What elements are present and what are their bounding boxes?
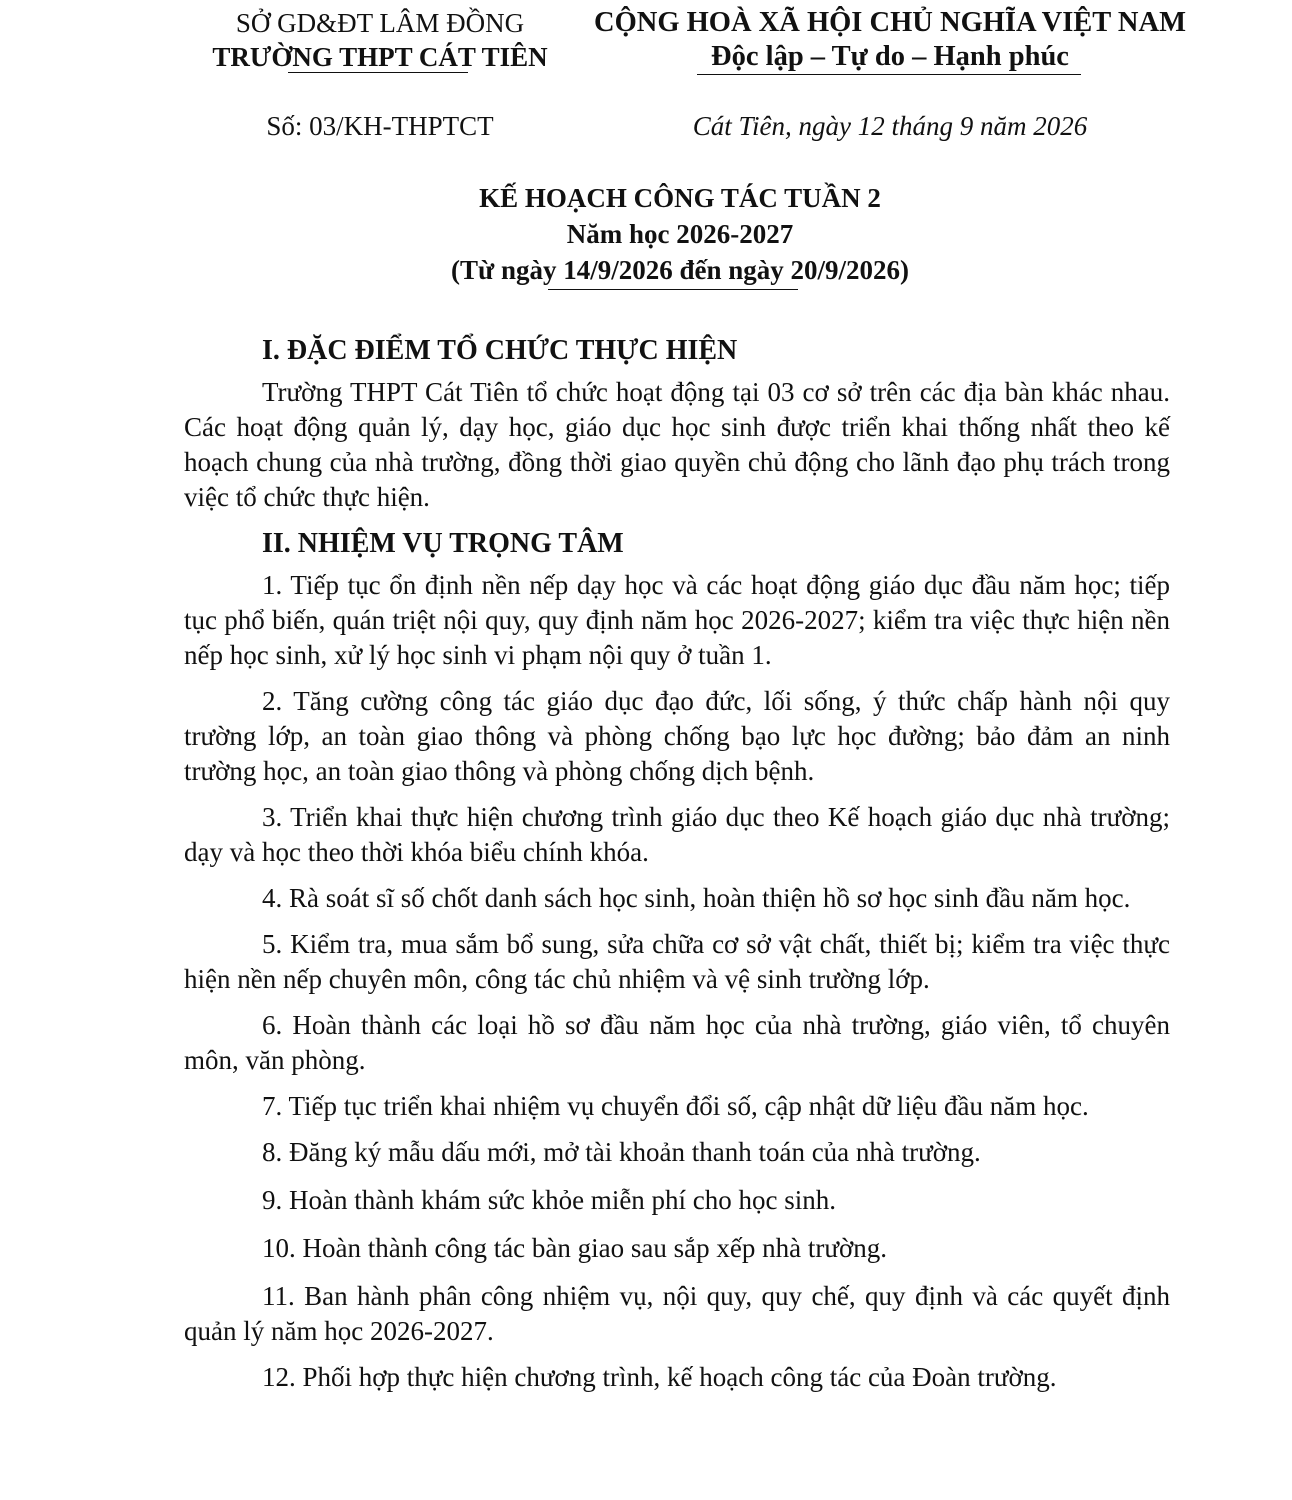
- document-title: [180, 180, 1180, 288]
- task-item: 9. Hoàn thành khám sức khỏe miễn phí cho học sinh.: [262, 1185, 837, 1215]
- school-name: TRƯỜNG THPT CÁT TIÊN: [212, 42, 548, 72]
- task-item: 2. Tăng cường công tác giáo dục đạo đức, lối sống, ý thức chấp hành nội quy trường lớp, an toàn giao thông và phòng chống bạo lực học đường; bảo đảm an ninh trường học, an toàn giao thông và phòng chống dịch bệnh.: [184, 686, 1170, 786]
- section-1-paragraph: Trường THPT Cát Tiên tổ chức hoạt động tại 03 cơ sở trên các địa bàn khác nhau. Các hoạt động quản lý, dạy học, giáo dục học sinh được triển khai thống nhất theo kế hoạch chung của nhà trường, đồng thời giao quyền chủ động cho lãnh đạo phụ trách trong việc tổ chức thực hiện.: [184, 377, 1170, 512]
- section-2-heading: II. NHIỆM VỤ TRỌNG TÂM: [262, 528, 624, 559]
- national-motto-block: [580, 6, 1200, 74]
- title-line-3: (Từ ngày 14/9/2026 đến ngày 20/9/2026): [451, 255, 909, 285]
- section-1-heading: I. ĐẶC ĐIỂM TỔ CHỨC THỰC HIỆN: [262, 335, 738, 366]
- agency-name: SỞ GD&ĐT LÂM ĐỒNG: [235, 8, 525, 38]
- task-item: 12. Phối hợp thực hiện chương trình, kế hoạch công tác của Đoàn trường.: [262, 1362, 1057, 1392]
- task-item: 6. Hoàn thành các loại hồ sơ đầu năm học của nhà trường, giáo viên, tổ chuyên môn, văn phòng.: [184, 1010, 1170, 1075]
- task-item: 7. Tiếp tục triển khai nhiệm vụ chuyển đổi số, cập nhật dữ liệu đầu năm học.: [262, 1091, 1089, 1121]
- task-item: 4. Rà soát sĩ số chốt danh sách học sinh, hoàn thiện hồ sơ học sinh đầu năm học.: [262, 883, 1131, 913]
- title-line-2: Năm học 2026-2027: [566, 219, 794, 249]
- task-item: 5. Kiểm tra, mua sắm bổ sung, sửa chữa cơ sở vật chất, thiết bị; kiểm tra việc thực hiện nền nếp chuyên môn, công tác chủ nhiệm và vệ sinh trường lớp.: [184, 929, 1170, 994]
- place-date: Cát Tiên, ngày 12 tháng 9 năm 2026: [692, 111, 1088, 141]
- nation-name: CỘNG HOÀ XÃ HỘI CHỦ NGHĨA VIỆT NAM: [594, 7, 1186, 38]
- issuing-authority-block: [180, 6, 580, 74]
- document-number: Số: 03/KH-THPTCT: [266, 111, 494, 141]
- task-item: 3. Triển khai thực hiện chương trình giáo dục theo Kế hoạch giáo dục nhà trường; dạy và học theo thời khóa biểu chính khóa.: [184, 802, 1170, 867]
- task-item: 10. Hoàn thành công tác bàn giao sau sắp xếp nhà trường.: [262, 1233, 887, 1263]
- task-item: 1. Tiếp tục ổn định nền nếp dạy học và các hoạt động giáo dục đầu năm học; tiếp tục phổ biến, quán triệt nội quy, quy định năm học 2026-2027; kiểm tra việc thực hiện nền nếp học sinh, xử lý học sinh vi phạm nội quy ở tuần 1.: [184, 570, 1170, 670]
- title-underline: [548, 289, 798, 290]
- school-name-underline: [288, 72, 468, 73]
- task-item: 8. Đăng ký mẫu dấu mới, mở tài khoản thanh toán của nhà trường.: [262, 1137, 981, 1167]
- motto: Độc lập – Tự do – Hạnh phúc: [711, 41, 1069, 72]
- task-item: 11. Ban hành phân công nhiệm vụ, nội quy, quy chế, quy định và các quyết định quản lý năm học 2026-2027.: [184, 1281, 1170, 1346]
- document-body: [184, 333, 1170, 1406]
- title-line-1: KẾ HOẠCH CÔNG TÁC TUẦN 2: [479, 183, 881, 213]
- motto-underline: [697, 74, 1081, 75]
